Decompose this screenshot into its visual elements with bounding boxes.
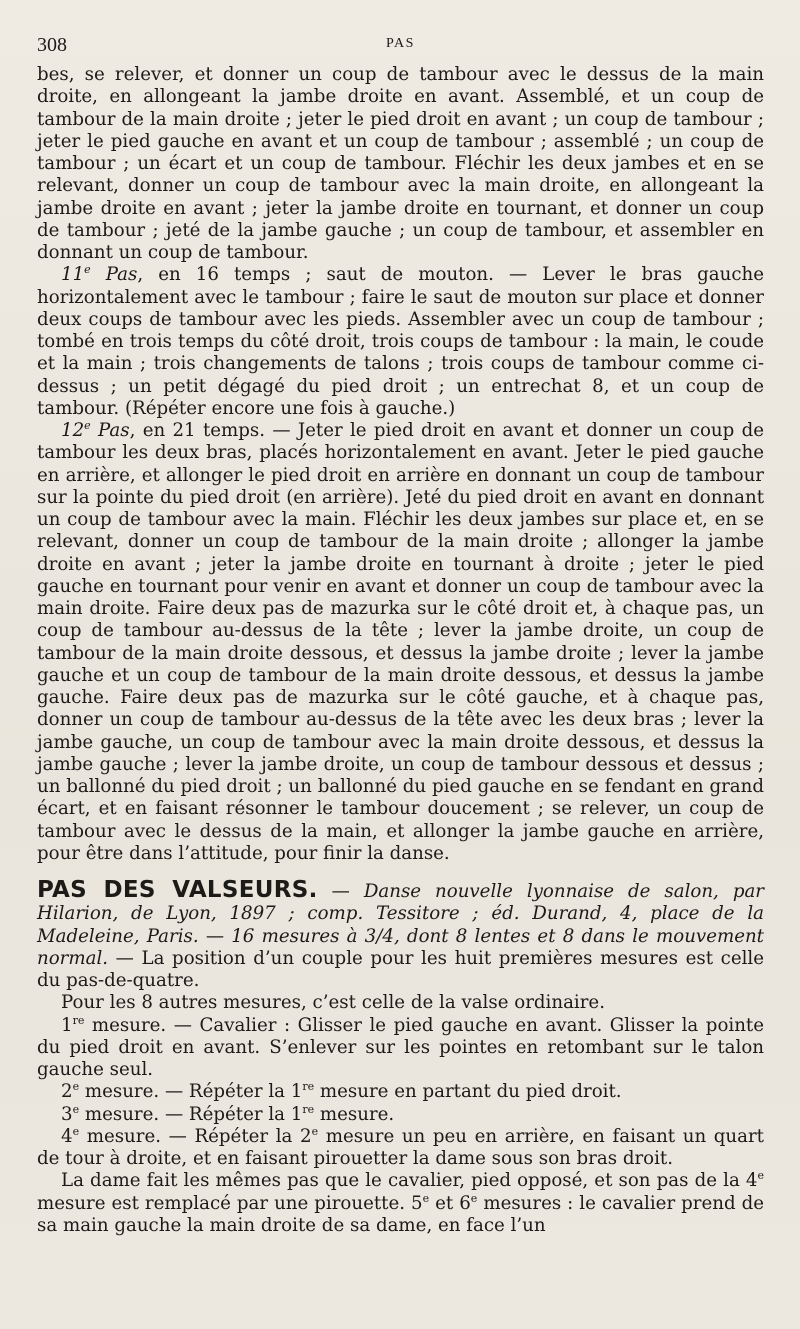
pas-12-text: , en 21 temps. — Jeter le pied droit en avant et donner un coup de tambour les deux bras, placés horizontalement en avant. Jeter le pied gauche en arrière, et allonger le pied droit en arrière en donnant un coup de tambour sur la pointe du pied droit (en arrière). Jeté du pied droit en avant en donnant un coup de tambour avec la main. Fléchir les deux jambes sur place et, en se relevant, donner un coup de tambour de la main droite ; allonger la jambe droite en avant ; jeter la jambe droite en tournant à droite ; jeter le pied gauche en tournant pour venir en avant et donner un coup de tambour avec la main droite. Faire deux pas de mazurka sur le côté droit et, à chaque pas, un coup de tambour au-dessus de la tête ; lever la jambe droite, un coup de tambour de la main droite dessous, et dessus la jambe droite ; lever la jambe gauche et un coup de tambour de la main droite dessous, et dessus la jambe gauche. Faire deux pas de mazurka sur le côté gauche, et à chaque pas, donner un coup de tambour au-dessus de la tête avec les deux bras ; lever la jambe gauche, un coup de tambour avec la main droite dessous, et dessus la jambe gauche ; lever la jambe droite, un coup de tambour dessous et dessus ; un ballonné du pied droit ; un ballonné du pied gauche en se fendant en grand écart, et en faisant résonner le tambour doucement ; se relever, un coup de tambour avec le dessus de la main, et allonger la jambe gauche en arrière, pour être dans l’attitude, pour finir la danse.	[37, 420, 764, 864]
pas-12-title: 12e Pas	[61, 419, 130, 441]
mesure-3-paragraph: 3e mesure. — Répéter la 1re mesure.	[61, 1102, 395, 1125]
entry-meta: Danse nouvelle lyonnaise de salon, par Hilarion, de Lyon, 1897 ; comp. Tessitore ; éd. Durand, 4, place de la Madeleine, Paris. — 16 mesures à 3/4, dont 8 lentes et 8 dans le mouvement normal.	[37, 881, 764, 969]
page-number: 308	[37, 34, 67, 56]
dictionary-entry	[37, 879, 764, 1237]
entry-heading: PAS DES VALSEURS.	[37, 877, 318, 903]
paragraph-autres-mesures: Pour les 8 autres mesures, c’est celle de la valse ordinaire.	[61, 992, 605, 1014]
entry-dash: —	[317, 881, 364, 902]
entry-lead-paragraph	[37, 879, 764, 992]
continuation-paragraph: bes, se relever, et donner un coup de tambour avec le dessus de la main droite, en allongeant la jambe droite en avant. Assemblé, et un coup de tambour de la main droite ; jeter le pied droit en avant ; un coup de tambour ; jeter le pied gauche en avant et un coup de tambour ; assemblé ; un coup de tambour ; un écart et un coup de tambour. Fléchir les deux jambes et en se relevant, donner un coup de tambour avec la main droite, en allongeant la jambe droite en avant ; jeter la jambe droite en tournant, et donner un coup de tambour ; jeté de la jambe gauche ; un coup de tambour, et assembler en donnant un coup de tambour.	[37, 64, 764, 263]
page-body	[37, 64, 764, 1237]
mesure-2-paragraph: 2e mesure. — Répéter la 1re mesure en partant du pied droit.	[61, 1080, 622, 1103]
running-head	[37, 30, 764, 64]
mesure-4-paragraph: 4e mesure. — Répéter la 2e mesure un peu en arrière, en faisant un quart de tour à droite, et en faisant pirouetter la dame sous son bras droit.	[37, 1124, 764, 1169]
pas-11-text: , en 16 temps ; saut de mouton. — Lever le bras gauche horizontalement avec le tambour ; faire le saut de mouton sur place et donner deux coups de tambour avec les pieds. Assembler avec un coup de tambour ; tombé en trois temps du côté droit, trois coups de tambour : la main, le coude et la main ; trois changements de talons ; trois coups de tambour comme ci-dessus ; un petit dégagé du pied droit ; un entrechat 8, et un coup de tambour. (Répéter encore une fois à gauche.)	[37, 264, 764, 419]
pas-12-paragraph	[37, 420, 764, 865]
entry-intro: — La position d’un couple pour les huit premières mesures est celle du pas-de-quatre.	[37, 947, 764, 991]
pas-11-paragraph	[37, 264, 764, 420]
running-title: PAS	[386, 36, 415, 51]
dame-paragraph: La dame fait les mêmes pas que le cavalier, pied opposé, et son pas de la 4e mesure est remplacé par une pirouette. 5e et 6e mesures : le cavalier prend de sa main gauche la main droite de sa dame, en face l’un	[37, 1169, 765, 1236]
mesure-1-paragraph: 1re mesure. — Cavalier : Glisser le pied gauche en avant. Glisser la pointe du pied droit en avant. S’enlever sur les pointes en retombant sur le talon gauche seul.	[37, 1013, 764, 1080]
pas-11-title: 11e Pas	[61, 263, 138, 286]
